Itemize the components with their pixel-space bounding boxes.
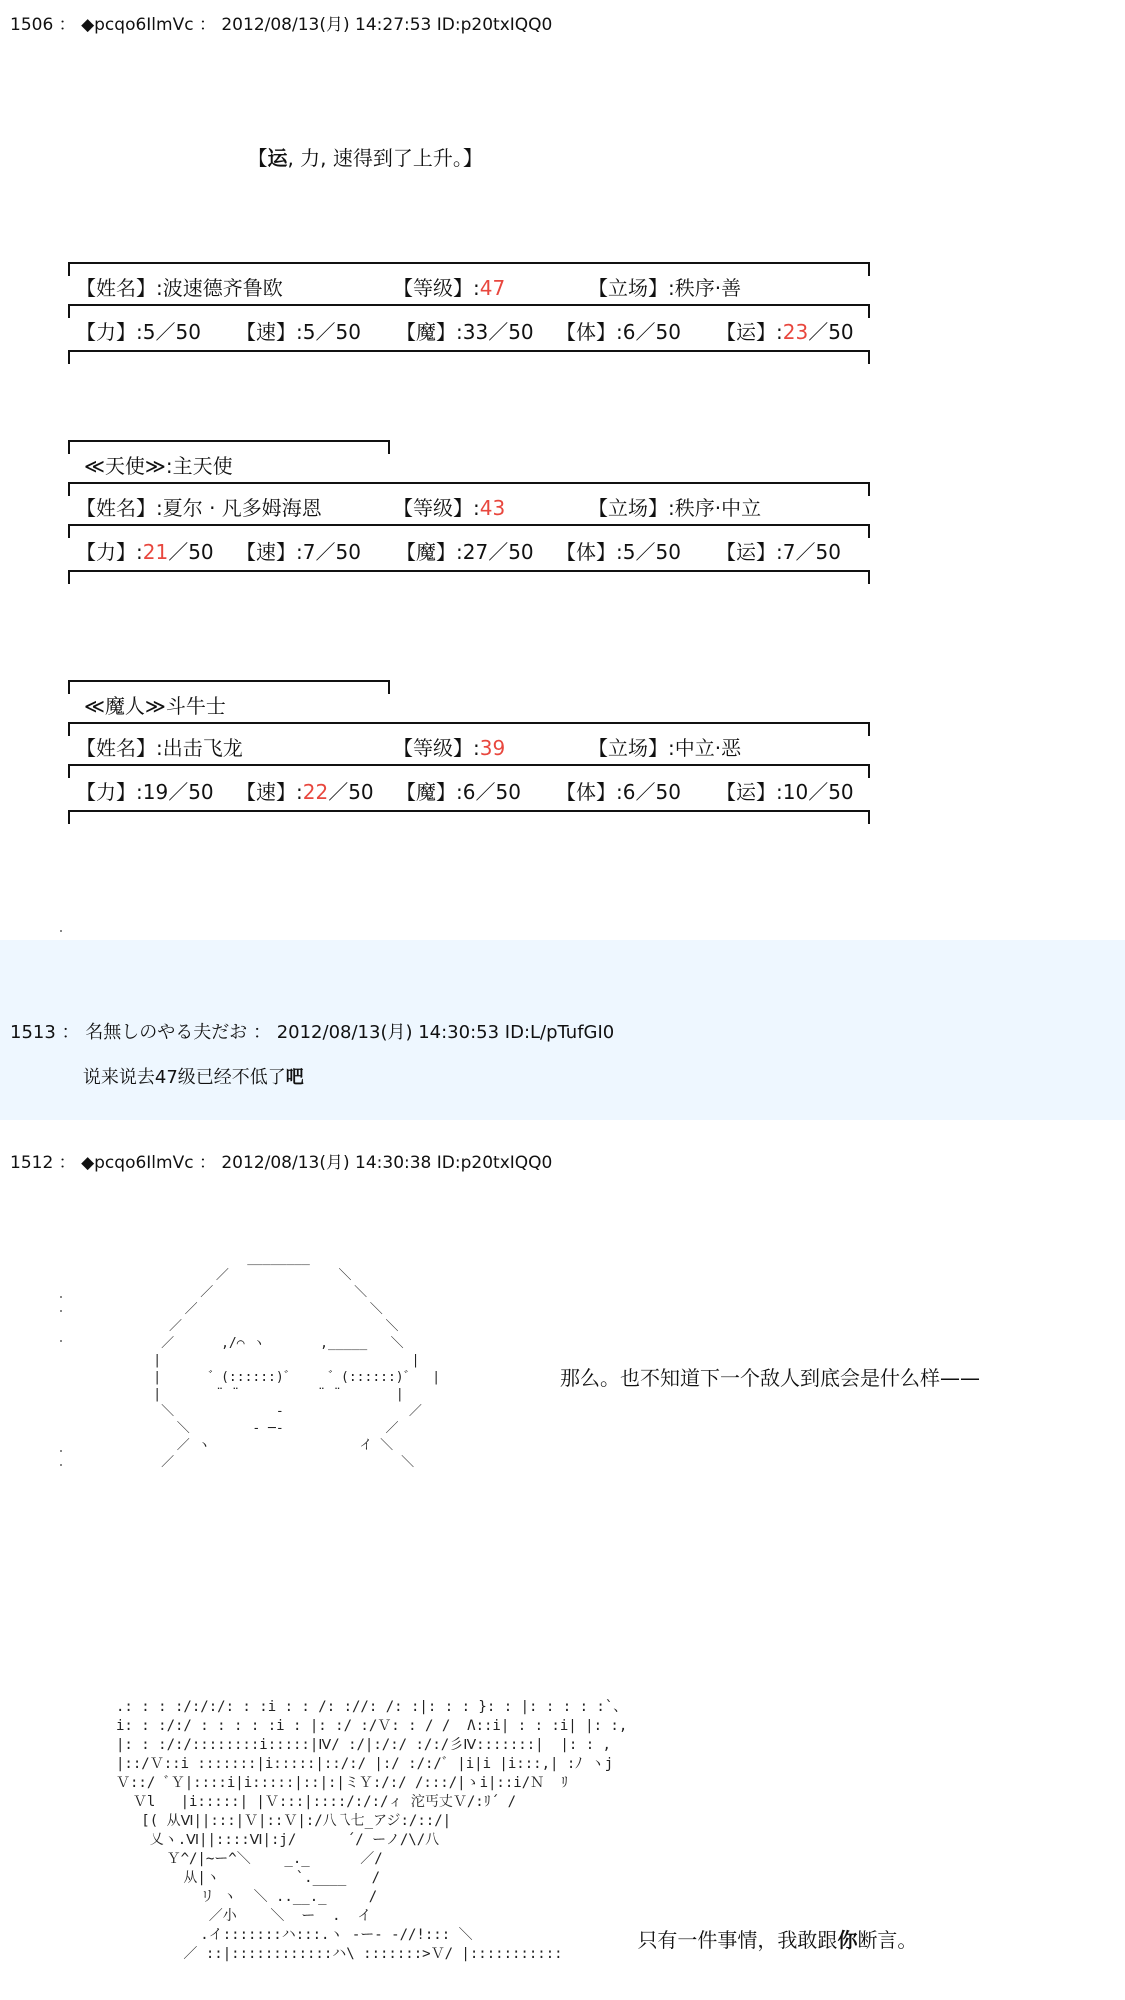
- post-header: 1512 ： ◆pcqo6IlmVc ： 2012/08/13(月) 14:30:38 ID:p20txIQQ0: [10, 1153, 553, 1173]
- stat-mag: 【魔】:6／50: [396, 780, 521, 804]
- name-cell: 【姓名】:夏尔 · 凡多姆海恩: [76, 496, 322, 520]
- stat-str: 【力】:21／50: [76, 540, 214, 564]
- post-body: 说来说去47级已经不低了吧: [82, 1067, 304, 1088]
- level-value: 47: [479, 276, 506, 300]
- narration-line-1: 那么。也不知道下一个敌人到底会是什么样——: [560, 1366, 980, 1390]
- post-1506: [0, 0, 1125, 940]
- level-value: 39: [479, 736, 506, 760]
- stat-luck: 【运】:10／50: [716, 780, 854, 804]
- status-table-3: [68, 680, 870, 830]
- level-cell: 【等级】:43: [393, 496, 506, 520]
- announcement-rest: , 力, 速得到了上升。】: [287, 146, 483, 170]
- status-table-2: [68, 440, 870, 590]
- stat-spd: 【速】:7／50: [236, 540, 361, 564]
- level-value: 43: [479, 496, 506, 520]
- post-header: 1513 ： 名無しのやる夫だお ： 2012/08/13(月) 14:30:53 ID:L/pTufGI0: [10, 1022, 615, 1043]
- level-cell: 【等级】:47: [393, 276, 506, 300]
- ascii-art-figure: .: : : :/:/:/: : :i : : /: ://: /: :|: : : }: : |: : : : :`、 i: : :/:/ : : : : :i : |: :/ :/Ｖ: : / / Λ::i| : : :i| |: :, |: : :/:/::::::::i:::::|Ⅳ/ :/|:/:/ :/:/彡Ⅳ:::::::| |: : , |::/Ｖ::i :::::::|i:::::|::/:/ |:/ :/:/ﾞ |i|i |i:::,| :ﾉ ヽj Ｖ::/ ﾞＹ|::::i|i:::::|::|:|ミＹ:/:/ /:::/|ゝi|::i/Ｎ ﾘ Ｖl |i:::::| |Ｖ:::|::::/:/:/ィ 沱丐丈Ｖ/:ﾘ´ / [( 从Ⅵ||:::|Ｖ|::Ｖ|:/八乁七_アジ:/::/| 乂ヽ.Ⅵ||::::Ⅵ|:j/ ´/ ーノ/\/八 Ｙ^/|~ー^＼ _._ ／/ 从|ヽ `.____ / リ ヽ ＼ ..__._ / ／小 ＼ ー . イ .イ:::::::ハ:::.ヽ ‐ー- ‐//!::: ＼ ／ ::|::::::::::::ハ\ :::::::>Ｖ/ |:::::::::::: [116, 1699, 628, 1962]
- stat-con: 【体】:6／50: [556, 320, 681, 344]
- stat-mag: 【魔】:33／50: [396, 320, 534, 344]
- stat-luck: 【运】:7／50: [716, 540, 841, 564]
- stat-con: 【体】:5／50: [556, 540, 681, 564]
- stat-con: 【体】:6／50: [556, 780, 681, 804]
- level-cell: 【等级】:39: [393, 736, 506, 760]
- stat-spd: 【速】:5／50: [236, 320, 361, 344]
- post-1513: [0, 940, 1125, 1120]
- stat-str: 【力】:19／50: [76, 780, 214, 804]
- stat-mag: 【魔】:27／50: [396, 540, 534, 564]
- announcement: [222, 118, 483, 195]
- name-cell: 【姓名】:出击飞龙: [76, 736, 243, 760]
- stat-str: 【力】:5／50: [76, 320, 201, 344]
- narration-line-2: 只有一件事情，我敢跟你断言。: [637, 1928, 918, 1952]
- post-header: 1506 ： ◆pcqo6IlmVc ： 2012/08/13(月) 14:27:53 ID:p20txIQQ0: [10, 15, 553, 35]
- alignment-cell: 【立场】:中立·恶: [588, 736, 742, 760]
- alignment-cell: 【立场】:秩序·善: [588, 276, 742, 300]
- stat-luck: 【运】:23／50: [716, 320, 854, 344]
- stat-spd: 【速】:22／50: [236, 780, 374, 804]
- announcement-bold: 运: [267, 146, 288, 170]
- class-title: ≪天使≫:主天使: [84, 454, 233, 478]
- alignment-cell: 【立场】:秩序·中立: [588, 496, 762, 520]
- class-title: ≪魔人≫斗牛士: [84, 694, 226, 718]
- name-cell: 【姓名】:波速德齐鲁欧: [76, 276, 283, 300]
- ascii-art-face: ________ ／ ＼ ／ ＼ ／ ＼ ／ ＼ ／ ,/⌒ ヽ ,_____ ＼ | | | ゛(::::::)゛ ゛(::::::)゛ | | ¨ ¨ ¨ ¨ | ＼ ‐ ／ ＼ ‐ ─‐ ／ ／ ヽ イ ＼ ／ ＼: [153, 1251, 441, 1470]
- status-table-1: [68, 262, 870, 362]
- post-1512: [0, 1120, 1125, 2000]
- stray-dot: [60, 930, 62, 932]
- announcement-open: 【: [247, 146, 268, 170]
